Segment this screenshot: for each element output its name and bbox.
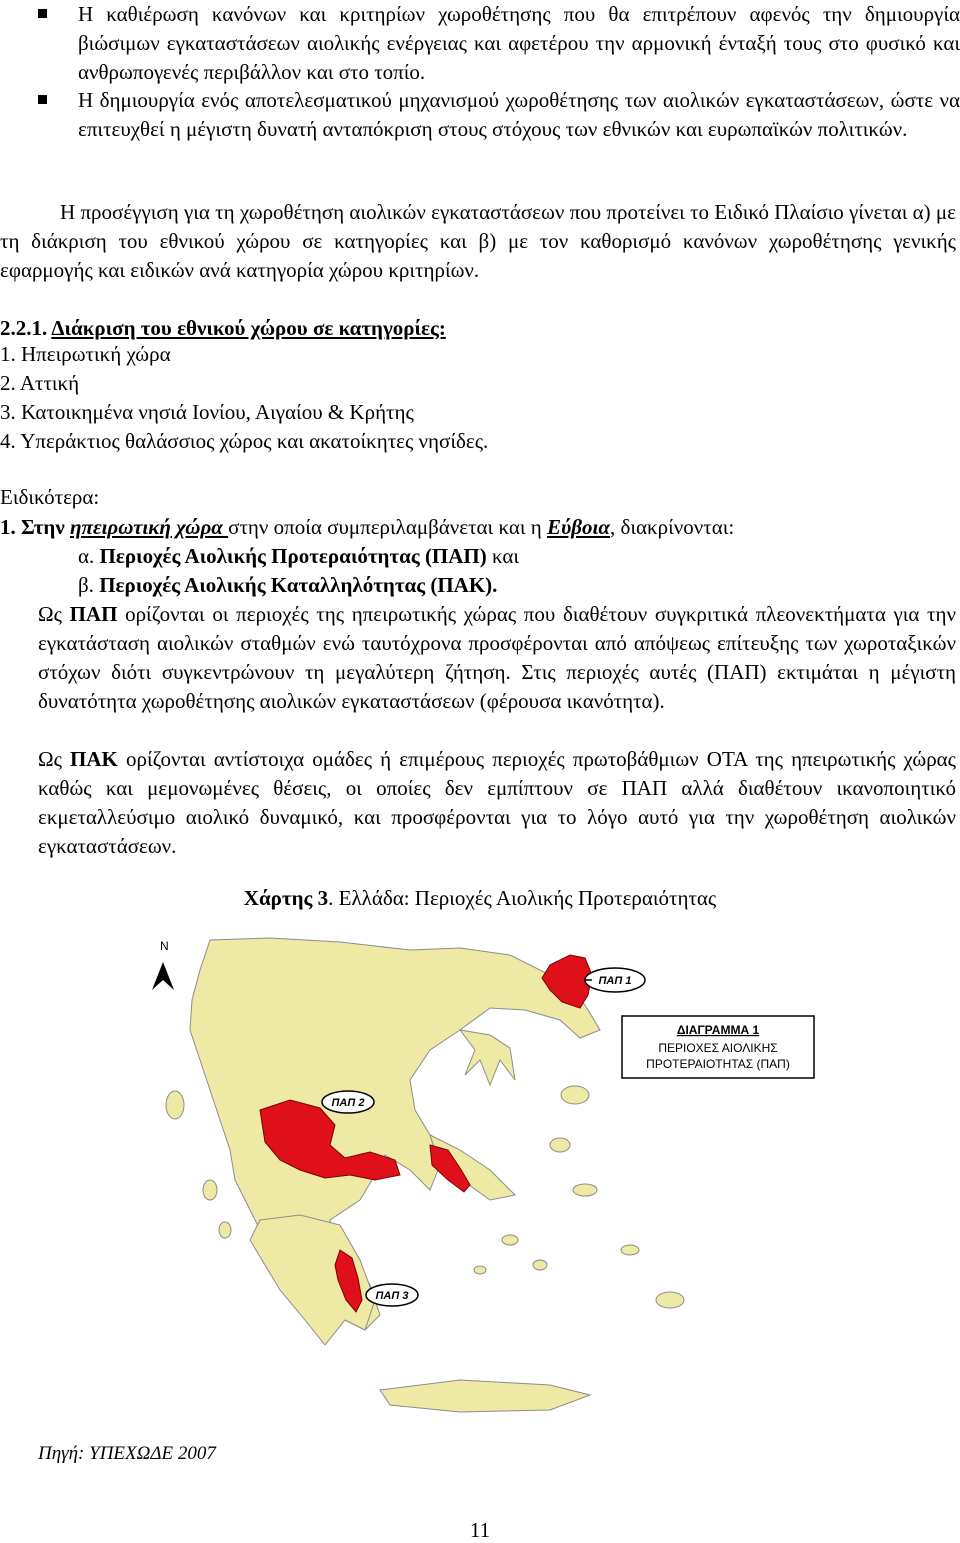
island-dodecanese — [621, 1245, 639, 1255]
island-cyclades — [502, 1235, 518, 1245]
specifics-label: Ειδικότερα: — [0, 485, 100, 509]
category-item: 1. Ηπειρωτική χώρα — [0, 342, 171, 366]
chalkidiki-shape — [460, 1030, 515, 1085]
island-zakynthos — [219, 1222, 231, 1238]
square-bullet-icon — [38, 9, 47, 18]
category-list — [0, 340, 488, 456]
pap-definition — [38, 600, 956, 716]
pak-definition — [38, 745, 956, 861]
objective-item — [0, 0, 960, 87]
island-chios — [550, 1138, 570, 1152]
objective-text: Η καθιέρωση κανόνων και κριτηρίων χωροθέτησης που θα επιτρέπουν αφενός την δημιουργία βιώσιμων εγκαταστάσεων αιολικής ενέργειας και αφετέρου την αρμονική ένταξή τους στο φυσικό και ανθρωπογενές περιβάλλον και στο τοπίο. — [78, 2, 960, 84]
item-number: 1. — [0, 515, 16, 539]
map-source: Πηγή: ΥΠΕΧΩΔΕ 2007 — [38, 1443, 216, 1464]
category-item: 2. Αττική — [0, 371, 80, 395]
island-samos — [573, 1184, 597, 1196]
item-emphasis: ηπειρωτική χώρα — [69, 515, 229, 539]
page-number: 11 — [469, 1518, 491, 1542]
subitem-prefix: α. — [78, 544, 100, 568]
island-kefalonia — [203, 1180, 217, 1200]
subitem-bold: Περιοχές Αιολικής Προτεραιότητας (ΠΑΠ) — [99, 544, 487, 568]
subitem-suffix: και — [486, 544, 520, 568]
item-lead: Στην — [15, 515, 70, 539]
island-lesvos — [561, 1086, 589, 1104]
definition-text: ορίζονται αντίστοιχα ομάδες ή επιμέρους περιοχές πρωτοβάθμιων ΟΤΑ της ηπειρωτικής χώρας καθώς και μεμονωμένες θέσεις, οι οποίες δεν εμπίπτουν σε ΠΑΠ αλλά διαθέτουν ικανοποιητικό εκμεταλλεύσιμο αιολικό δυναμικό, και προσφέρονται για το λόγο αυτό για την χωροθέτηση αιολικών εγκαταστάσεων. — [38, 747, 956, 858]
intro-paragraph: Η προσέγγιση για τη χωροθέτηση αιολικών εγκαταστάσεων που προτείνει το Ειδικό Πλαίσιο γίνεται α) με τη διάκριση του εθνικού χώρου σε κατηγορίες και β) με τον καθορισμό κανόνων χωροθέτησης γενικής εφαρμογής και ειδικών ανά κατηγορία χώρου κριτηρίων. — [0, 200, 956, 282]
definition-prefix: Ως — [38, 602, 70, 626]
item-place: Εύβοια — [547, 515, 610, 539]
definition-term: ΠΑΠ — [69, 602, 118, 626]
category-item: 4. Υπεράκτιος θαλάσσιος χώρος και ακατοίκητες νησίδες. — [0, 429, 489, 453]
legend-line-1: ΠΕΡΙΟΧΕΣ ΑΙΟΛΙΚΗΣ — [658, 1041, 778, 1055]
mainland-shape — [190, 938, 600, 1340]
island-rhodes — [656, 1292, 684, 1308]
subitem-pak — [78, 571, 497, 600]
map-caption — [0, 884, 960, 913]
island-cyclades — [533, 1260, 547, 1270]
pap1-label: ΠΑΠ 1 — [598, 975, 632, 987]
map-caption-label: Χάρτης 3 — [243, 886, 329, 910]
north-arrow-icon — [152, 962, 174, 990]
objective-item — [0, 86, 960, 144]
greece-map — [130, 920, 820, 1440]
item-middle: στην οποία συμπεριλαμβάνεται και η — [228, 515, 547, 539]
section-number: 2.2.1. — [0, 316, 52, 340]
definition-text: ορίζονται οι περιοχές της ηπειρωτικής χώρας που διαθέτουν συγκριτικά πλεονεκτήματα για την εγκατάσταση αιολικών σταθμών ενώ ταυτόχρονα προσφέρονται από απόψεως επίτευξης των χωροταξικών στόχων διότι συγκεντρώνουν τη μεγαλύτερη ζήτηση. Στις περιοχές αυτές (ΠΑΠ) εκτιμάται η μέγιστη δυνατότητα χωροθέτησης αιολικών εγκαταστάσεων (φέρουσα ικανότητα). — [38, 602, 956, 713]
legend-title: ΔΙΑΓΡΑΜΜΑ 1 — [676, 1023, 760, 1037]
category-item: 3. Κατοικημένα νησιά Ιονίου, Αιγαίου & Κρήτης — [0, 400, 414, 424]
island-crete — [380, 1380, 590, 1412]
square-bullet-icon — [38, 95, 47, 104]
mainland-item — [0, 513, 734, 542]
map-caption-text: . Ελλάδα: Περιοχές Αιολικής Προτεραιότητας — [328, 886, 717, 910]
subitem-bold: Περιοχές Αιολικής Καταλληλότητας (ΠΑΚ). — [99, 573, 498, 597]
island-cyclades — [474, 1266, 486, 1274]
objective-text: Η δημιουργία ενός αποτελεσματικού μηχανισμού χωροθέτησης των αιολικών εγκαταστάσεων, ώστε να επιτευχθεί η μέγιστη δυνατή ανταπόκριση στους στόχους των εθνικών και ευρωπαϊκών πολιτικών. — [78, 88, 960, 141]
subitem-pap — [78, 542, 519, 571]
pap3-label: ΠΑΠ 3 — [375, 1290, 409, 1302]
section-title: Διάκριση του εθνικού χώρου σε κατηγορίες: — [51, 316, 446, 340]
pap2-label: ΠΑΠ 2 — [331, 1097, 365, 1109]
definition-prefix: Ως — [38, 747, 71, 771]
island-corfu — [166, 1091, 184, 1119]
item-tail: , διακρίνονται: — [610, 515, 735, 539]
north-label: N — [160, 939, 169, 953]
legend-line-2: ΠΡΟΤΕΡΑΙΟΤΗΤΑΣ (ΠΑΠ) — [646, 1057, 790, 1071]
subitem-prefix: β. — [78, 573, 100, 597]
section-heading — [0, 314, 446, 343]
definition-term: ΠΑΚ — [70, 747, 118, 771]
